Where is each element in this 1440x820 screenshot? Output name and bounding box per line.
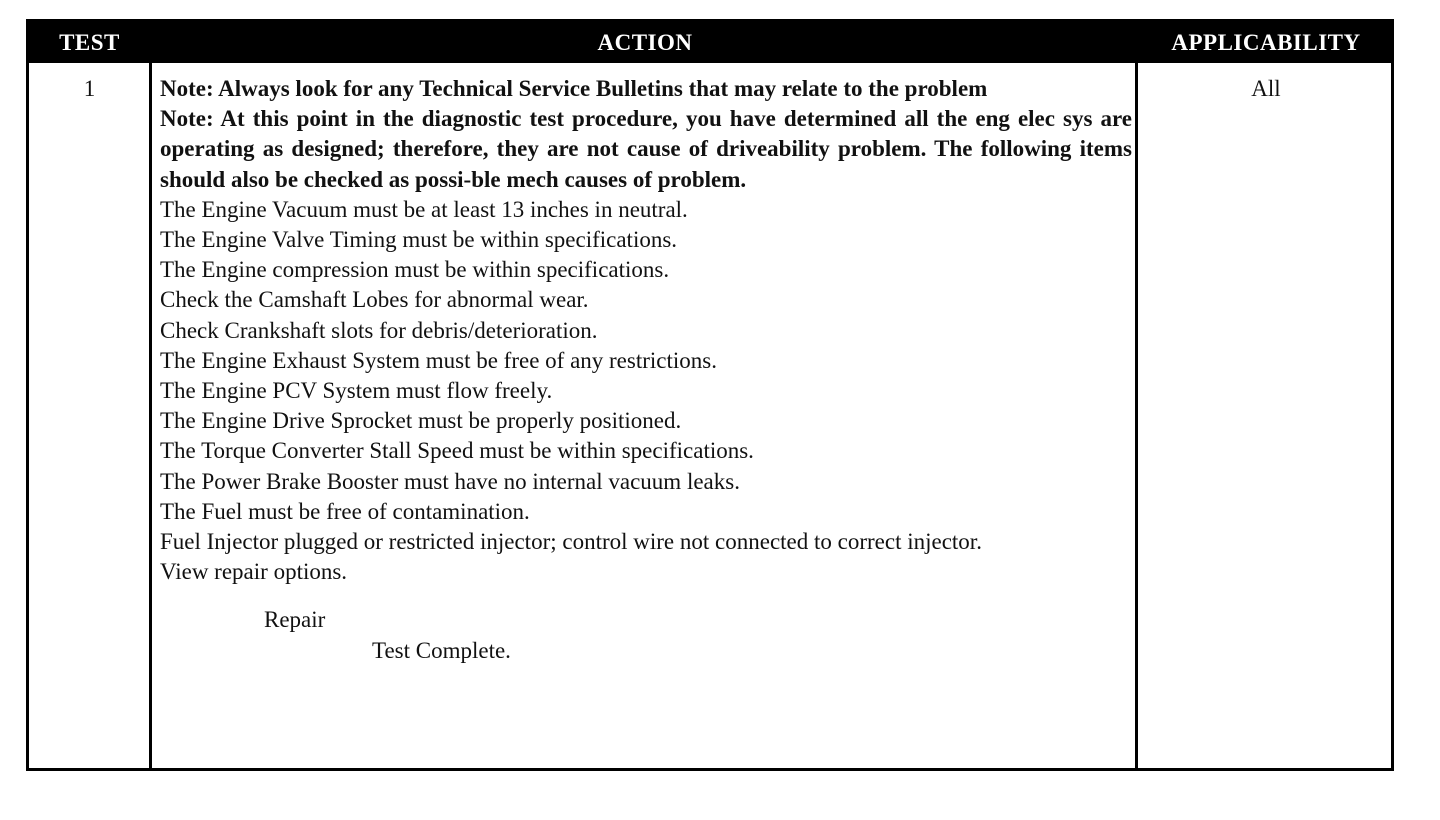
repair-label: Repair (264, 607, 326, 633)
note-tsb: Note: Always look for any Technical Service Bulletins that may relate to the problem (160, 76, 988, 101)
header-test: TEST (59, 30, 120, 55)
check-item: The Engine compression must be within specifications. (160, 257, 670, 283)
applicability-value: All (1251, 76, 1281, 101)
check-item: The Torque Converter Stall Speed must be within specifications. (160, 438, 754, 464)
check-item: The Power Brake Booster must have no internal vacuum leaks. (160, 468, 740, 494)
header-applicability: APPLICABILITY (1171, 30, 1361, 55)
test-complete: Test Complete. (372, 637, 511, 663)
check-item: The Engine Drive Sprocket must be properly positioned. (160, 408, 682, 434)
diagnostic-table (26, 19, 1394, 771)
column-divider (1135, 63, 1138, 768)
check-item: Check the Camshaft Lobes for abnormal wear. (160, 287, 589, 313)
table-header (29, 22, 1391, 63)
check-item: Fuel Injector plugged or restricted injector; control wire not connected to correct injector. (160, 529, 982, 555)
check-item: The Engine Vacuum must be at least 13 inches in neutral. (160, 196, 688, 222)
header-action: ACTION (597, 30, 693, 55)
check-item: The Engine Valve Timing must be within specifications. (160, 227, 678, 253)
check-item: The Engine PCV System must flow freely. (160, 378, 553, 404)
view-repair-options: View repair options. (160, 559, 348, 585)
check-item: Check Crankshaft slots for debris/deterioration. (160, 317, 598, 343)
test-number: 1 (83, 76, 96, 101)
check-item: The Engine Exhaust System must be free of any restrictions. (160, 347, 717, 373)
check-item: The Fuel must be free of contamination. (160, 498, 530, 524)
column-divider (149, 63, 152, 768)
note-diagnostic: Note: At this point in the diagnostic test procedure, you have determined all the eng elec sys are operating as designed; therefore, they are not cause of driveability problem. The following items should also be checked as possi-ble mech causes of problem. (160, 106, 1132, 192)
action-cell (160, 74, 1132, 666)
